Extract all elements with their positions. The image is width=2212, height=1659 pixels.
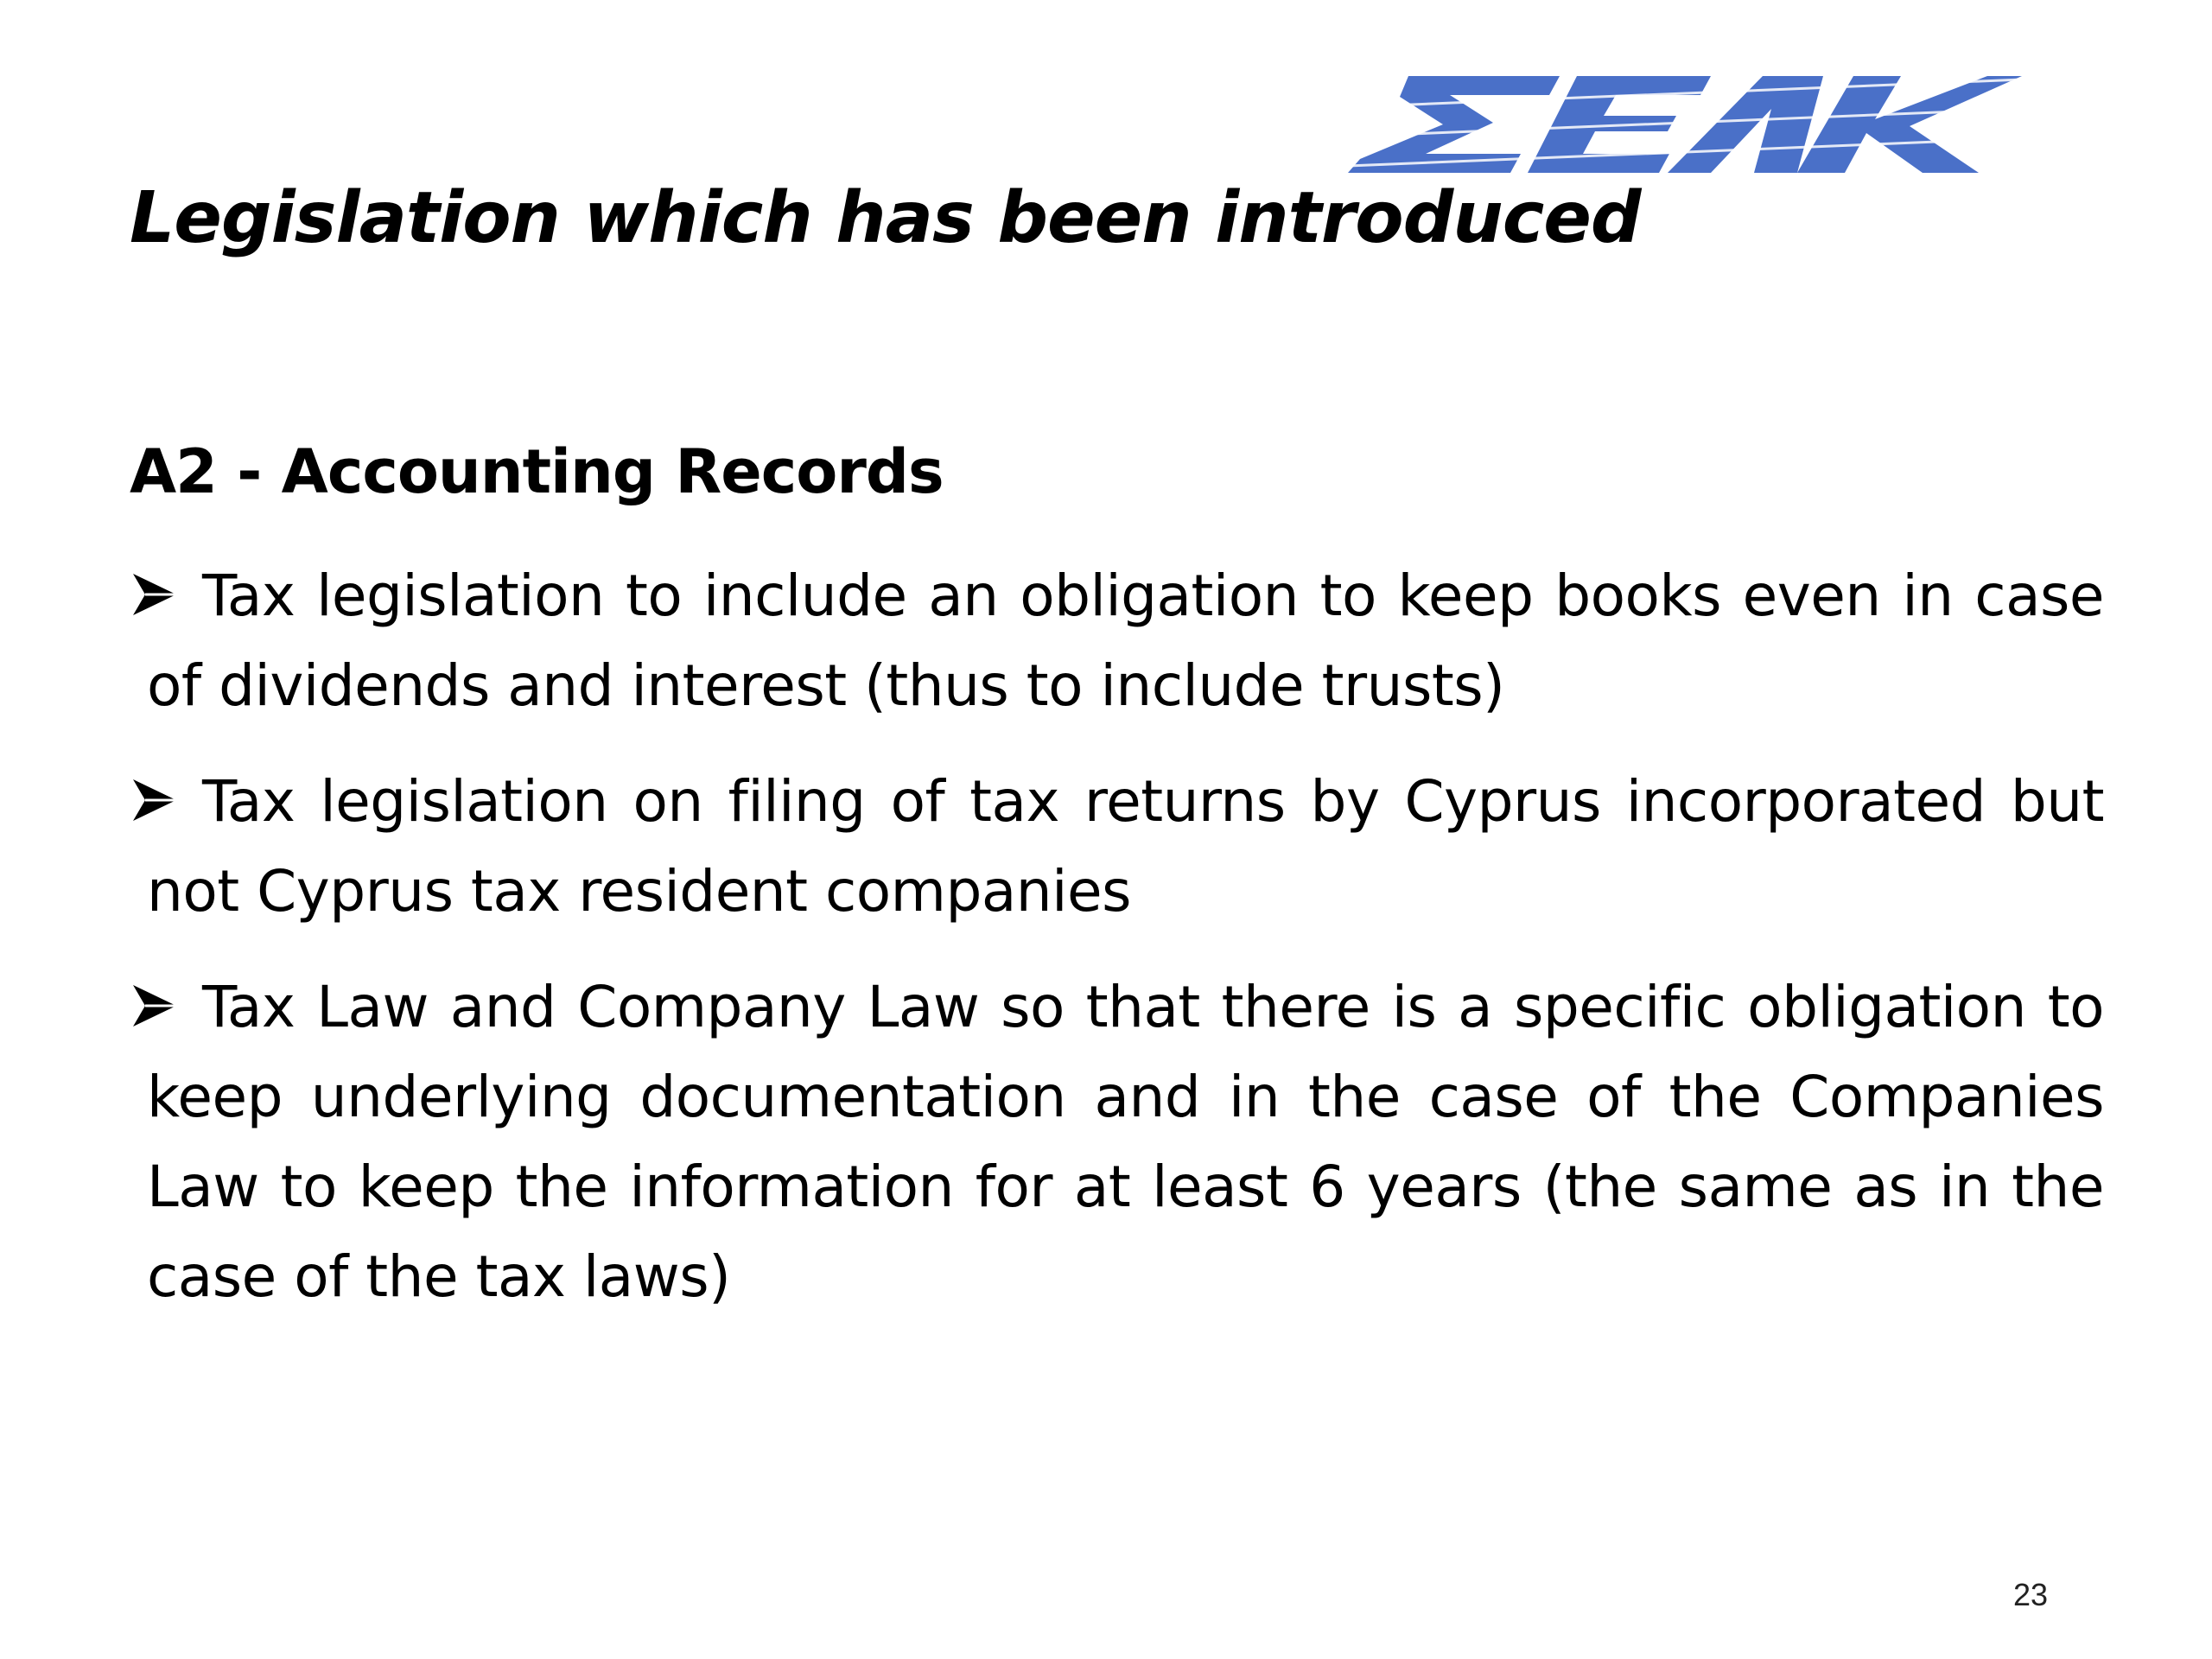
bullet-text: Tax Law and Company Law so that there is a specific obligation to keep underlying documentation and in the case of the Companies Law to keep the information for at least 6 years (the same as in the case of the tax laws) — [147, 974, 2104, 1310]
seak-logo — [1348, 76, 2022, 173]
list-item — [130, 551, 2104, 731]
bullet-list — [130, 551, 2104, 1348]
arrowhead-bullet-icon — [130, 570, 180, 619]
list-item — [130, 963, 2104, 1322]
section-heading: A2 - Accounting Records — [130, 436, 944, 507]
slide-title: Legislation which has been introduced — [130, 177, 1641, 259]
bullet-text: Tax legislation to include an obligation to keep books even in case of dividends and interest (thus to include trusts) — [147, 563, 2104, 719]
list-item — [130, 757, 2104, 937]
arrowhead-bullet-icon — [130, 776, 180, 824]
page-number: 23 — [2013, 1577, 2049, 1612]
arrowhead-bullet-icon — [130, 982, 180, 1030]
bullet-text: Tax legislation on filing of tax returns by Cyprus incorporated but not Cyprus tax resident companies — [147, 768, 2104, 925]
